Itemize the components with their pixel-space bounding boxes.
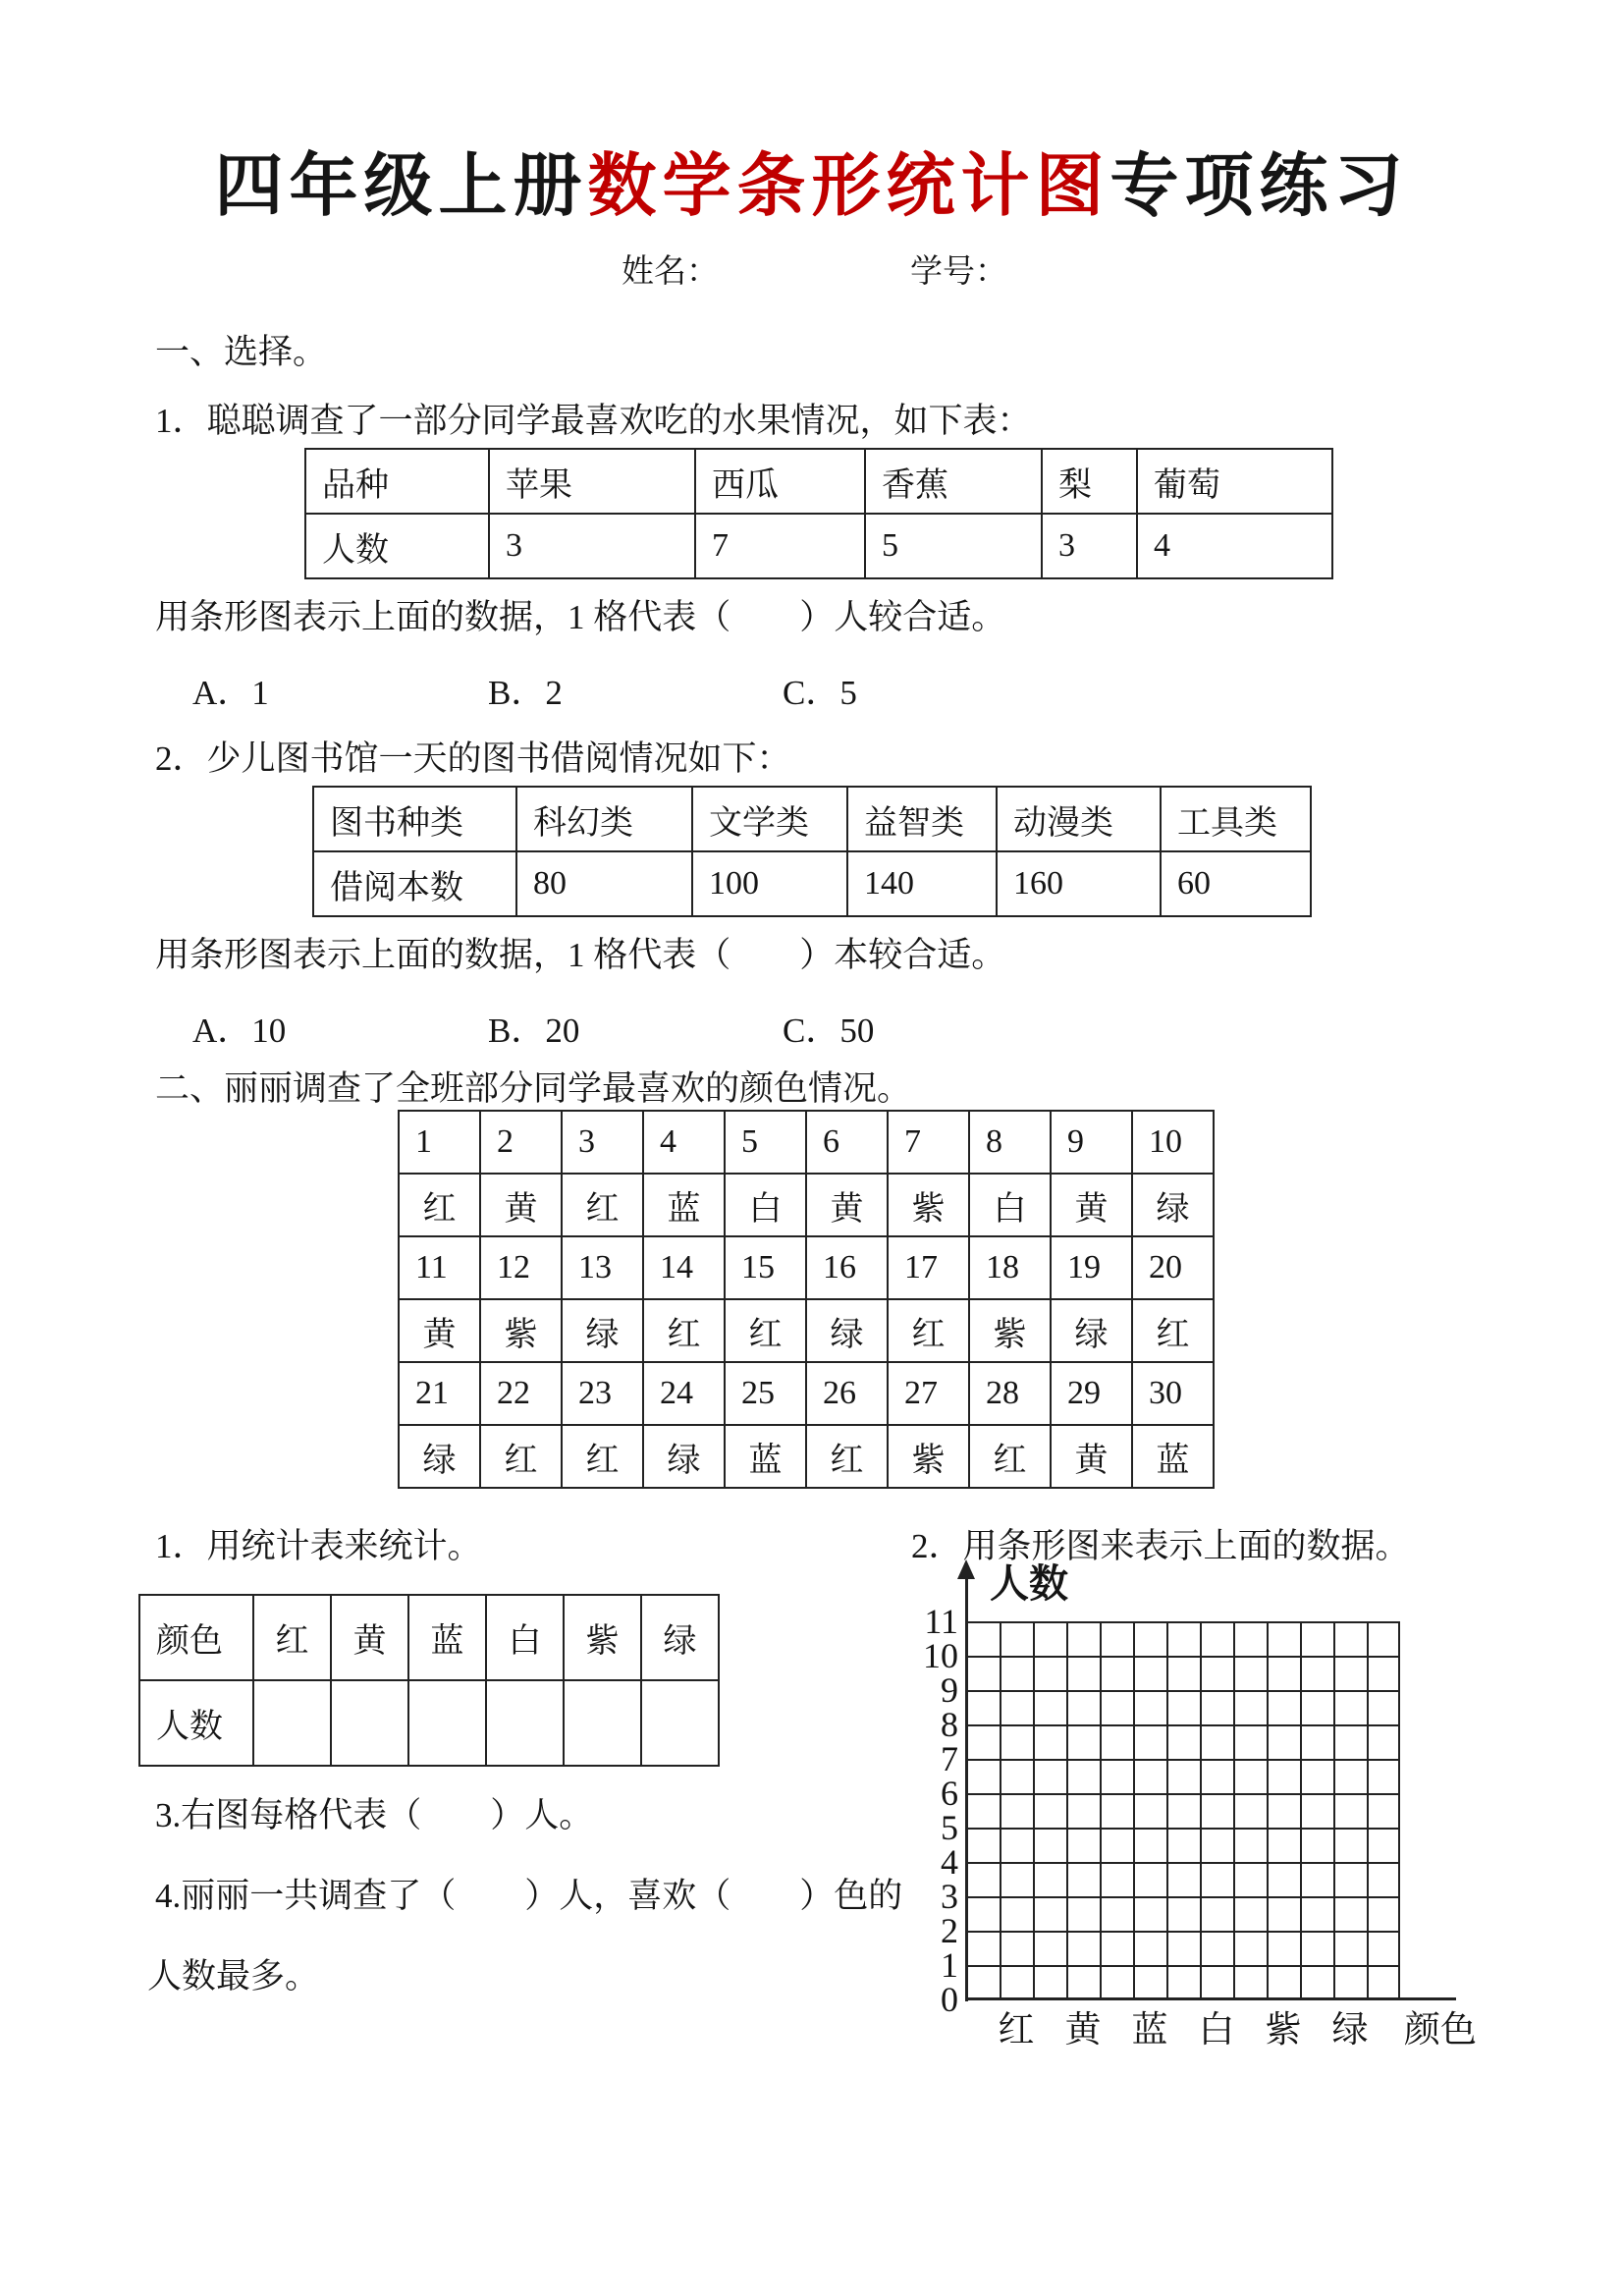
survey-number-cell: 30 [1132, 1362, 1214, 1425]
survey-color-cell: 绿 [1132, 1174, 1214, 1236]
survey-color-cell: 绿 [399, 1425, 480, 1488]
survey-color-cell: 红 [643, 1299, 725, 1362]
survey-number-cell: 16 [806, 1236, 888, 1299]
table-row [399, 1236, 1214, 1299]
grid-vline [1267, 1623, 1269, 1997]
grid-hline [968, 1965, 1398, 1967]
survey-number-cell: 12 [480, 1236, 562, 1299]
grid-vline [1066, 1623, 1068, 1997]
survey-table [398, 1110, 1215, 1489]
y-tick-label: 6 [941, 1774, 958, 1813]
grid-vline [1000, 1623, 1001, 1997]
table-row [399, 1425, 1214, 1488]
survey-number-cell: 21 [399, 1362, 480, 1425]
y-tick-label: 7 [941, 1739, 958, 1778]
x-axis-label: 颜色 [1404, 2010, 1477, 2050]
grid-vline [1100, 1623, 1102, 1997]
survey-number-cell: 8 [969, 1111, 1051, 1174]
survey-number-cell: 27 [888, 1362, 969, 1425]
fruit-table-cell: 品种 [305, 449, 489, 514]
stats-table [138, 1594, 720, 1767]
stats-color-header-cell: 黄 [331, 1595, 408, 1680]
survey-color-cell: 黄 [1051, 1425, 1132, 1488]
stats-color-header-cell: 紫 [564, 1595, 641, 1680]
grid-vline [1233, 1623, 1235, 1997]
y-tick-label: 0 [941, 1980, 958, 2019]
survey-number-cell: 5 [725, 1111, 806, 1174]
survey-number-cell: 26 [806, 1362, 888, 1425]
fruit-table-cell: 苹果 [489, 449, 695, 514]
survey-table-container [398, 1110, 1215, 1489]
survey-number-cell: 25 [725, 1362, 806, 1425]
title-left: 四年级上册 [214, 146, 588, 224]
section-one-heading: 一、选择。 [155, 333, 328, 371]
stats-color-header-cell: 绿 [641, 1595, 719, 1680]
library-table-cell: 图书种类 [313, 787, 516, 851]
x-category-label: 红 [998, 2010, 1035, 2050]
survey-number-cell: 10 [1132, 1111, 1214, 1174]
stats-empty-cell[interactable] [564, 1680, 641, 1766]
table-row [313, 851, 1311, 916]
stats-label-cell: 颜色 [139, 1595, 253, 1680]
library-table-cell: 100 [692, 851, 847, 916]
x-category-label: 绿 [1331, 2010, 1369, 2050]
grid-hline [968, 1862, 1398, 1864]
survey-color-cell: 红 [1132, 1299, 1214, 1362]
survey-number-cell: 13 [562, 1236, 643, 1299]
survey-number-cell: 18 [969, 1236, 1051, 1299]
library-table-cell: 借阅本数 [313, 851, 516, 916]
y-tick-label: 9 [941, 1670, 958, 1710]
y-tick-label: 10 [923, 1636, 958, 1675]
title-accent: 数学条形统计图 [587, 146, 1110, 224]
q1-option-c: C．5 [783, 674, 857, 712]
grid-hline [968, 1759, 1398, 1761]
x-category-label: 黄 [1064, 2010, 1102, 2050]
survey-color-cell: 红 [399, 1174, 480, 1236]
grid-hline [968, 1656, 1398, 1658]
x-category-label: 紫 [1265, 2010, 1302, 2050]
survey-number-cell: 6 [806, 1111, 888, 1174]
fruit-table-cell: 4 [1137, 514, 1332, 578]
y-tick-label: 3 [941, 1877, 958, 1916]
survey-color-cell: 绿 [562, 1299, 643, 1362]
fruit-table-cell: 7 [695, 514, 865, 578]
stats-empty-cell[interactable] [486, 1680, 564, 1766]
library-table-cell: 益智类 [847, 787, 997, 851]
survey-color-cell: 黄 [1051, 1174, 1132, 1236]
table-row [139, 1595, 719, 1680]
library-table-cell: 科幻类 [516, 787, 692, 851]
survey-number-cell: 1 [399, 1111, 480, 1174]
y-axis-label: 人数 [990, 1562, 1068, 1606]
fruit-table-cell: 3 [489, 514, 695, 578]
survey-number-cell: 19 [1051, 1236, 1132, 1299]
survey-color-cell: 紫 [888, 1425, 969, 1488]
y-tick-label: 2 [941, 1911, 958, 1950]
survey-number-cell: 24 [643, 1362, 725, 1425]
y-tick-label: 11 [924, 1602, 958, 1641]
grid-hline [968, 1828, 1398, 1830]
library-table-cell: 80 [516, 851, 692, 916]
survey-number-cell: 17 [888, 1236, 969, 1299]
survey-color-cell: 红 [806, 1425, 888, 1488]
survey-color-cell: 蓝 [1132, 1425, 1214, 1488]
library-table-cell: 动漫类 [997, 787, 1161, 851]
page-title [0, 144, 1623, 227]
survey-number-cell: 28 [969, 1362, 1051, 1425]
grid-hline [968, 1931, 1398, 1933]
table-row [305, 514, 1332, 578]
bar-chart-area [884, 1552, 1512, 2121]
survey-number-cell: 29 [1051, 1362, 1132, 1425]
x-category-label: 蓝 [1131, 2010, 1168, 2050]
table-row [139, 1680, 719, 1766]
q2-option-b: B．20 [488, 1011, 580, 1050]
grid-hline [968, 1896, 1398, 1898]
survey-color-cell: 绿 [1051, 1299, 1132, 1362]
survey-number-cell: 22 [480, 1362, 562, 1425]
survey-number-cell: 4 [643, 1111, 725, 1174]
survey-color-cell: 紫 [888, 1174, 969, 1236]
grid-hline [968, 1724, 1398, 1726]
stats-label-cell: 人数 [139, 1680, 253, 1766]
q1-option-a: A．1 [192, 674, 269, 712]
y-tick-label: 1 [941, 1945, 958, 1985]
survey-color-cell: 蓝 [643, 1174, 725, 1236]
grid-vline [1133, 1623, 1135, 1997]
table-row [399, 1299, 1214, 1362]
stats-empty-cell[interactable] [408, 1680, 486, 1766]
fruit-table [304, 448, 1333, 579]
q4-text: 4.丽丽一共调查了（ ）人，喜欢（ ）色的 [155, 1877, 903, 1915]
stats-color-header-cell: 红 [253, 1595, 331, 1680]
q4-text-cont: 人数最多。 [147, 1957, 320, 1995]
grid-hline [968, 1793, 1398, 1795]
survey-color-cell: 绿 [806, 1299, 888, 1362]
survey-color-cell: 白 [725, 1174, 806, 1236]
y-tick-label: 8 [941, 1705, 958, 1744]
fruit-table-cell: 葡萄 [1137, 449, 1332, 514]
stats-empty-cell[interactable] [253, 1680, 331, 1766]
stats-color-header-cell: 白 [486, 1595, 564, 1680]
table-row [399, 1111, 1214, 1174]
library-table-cell: 60 [1161, 851, 1311, 916]
survey-color-cell: 红 [562, 1174, 643, 1236]
x-axis-line [965, 1997, 1456, 2000]
survey-number-cell: 14 [643, 1236, 725, 1299]
bar-chart-grid[interactable] [966, 1621, 1400, 1999]
fruit-table-container [304, 448, 1333, 579]
survey-color-cell: 红 [562, 1425, 643, 1488]
library-table-cell: 文学类 [692, 787, 847, 851]
grid-vline [1200, 1623, 1202, 1997]
chart-caption: 2．用条形图来表示上面的数据。 [911, 1527, 1410, 1565]
y-tick-label: 5 [941, 1808, 958, 1847]
survey-number-cell: 2 [480, 1111, 562, 1174]
survey-number-cell: 3 [562, 1111, 643, 1174]
q2-option-a: A．10 [192, 1011, 287, 1050]
survey-color-cell: 黄 [480, 1174, 562, 1236]
library-table-cell: 160 [997, 851, 1161, 916]
table-row [399, 1362, 1214, 1425]
stats-empty-cell[interactable] [331, 1680, 408, 1766]
q1-followup: 用条形图表示上面的数据，1 格代表（ ）人较合适。 [155, 598, 1006, 636]
grid-vline [1033, 1623, 1035, 1997]
survey-number-cell: 20 [1132, 1236, 1214, 1299]
stats-color-header-cell: 蓝 [408, 1595, 486, 1680]
table-row [305, 449, 1332, 514]
survey-number-cell: 23 [562, 1362, 643, 1425]
grid-vline [1367, 1623, 1369, 1997]
survey-color-cell: 蓝 [725, 1425, 806, 1488]
survey-number-cell: 9 [1051, 1111, 1132, 1174]
grid-vline [1333, 1623, 1335, 1997]
survey-number-cell: 7 [888, 1111, 969, 1174]
q2-followup: 用条形图表示上面的数据，1 格代表（ ）本较合适。 [155, 936, 1006, 974]
survey-color-cell: 红 [480, 1425, 562, 1488]
q1-prompt: 1．聪聪调查了一部分同学最喜欢吃的水果情况，如下表： [155, 402, 1032, 440]
title-right: 专项练习 [1109, 146, 1409, 224]
table-row [399, 1174, 1214, 1236]
student-id-label: 学号： [910, 254, 1007, 290]
grid-hline [968, 1690, 1398, 1692]
q2-prompt: 2．少儿图书馆一天的图书借阅情况如下： [155, 739, 791, 778]
library-table [312, 786, 1312, 917]
y-tick-label: 4 [941, 1842, 958, 1882]
fruit-table-cell: 5 [865, 514, 1042, 578]
x-category-label: 白 [1198, 2010, 1235, 2050]
stats-empty-cell[interactable] [641, 1680, 719, 1766]
library-table-cell: 140 [847, 851, 997, 916]
stats-caption: 1．用统计表来统计。 [155, 1527, 482, 1565]
grid-vline [1166, 1623, 1168, 1997]
library-table-cell: 工具类 [1161, 787, 1311, 851]
fruit-table-cell: 香蕉 [865, 449, 1042, 514]
grid-vline [1300, 1623, 1302, 1997]
survey-color-cell: 黄 [806, 1174, 888, 1236]
survey-color-cell: 红 [888, 1299, 969, 1362]
q1-option-b: B．2 [488, 674, 563, 712]
survey-color-cell: 红 [725, 1299, 806, 1362]
survey-color-cell: 绿 [643, 1425, 725, 1488]
survey-color-cell: 黄 [399, 1299, 480, 1362]
fruit-table-cell: 人数 [305, 514, 489, 578]
table-row [313, 787, 1311, 851]
fruit-table-cell: 西瓜 [695, 449, 865, 514]
survey-color-cell: 紫 [480, 1299, 562, 1362]
survey-color-cell: 白 [969, 1174, 1051, 1236]
stats-table-container [138, 1594, 720, 1767]
name-label: 姓名： [622, 254, 719, 290]
survey-number-cell: 15 [725, 1236, 806, 1299]
q3-text: 3.右图每格代表（ ）人。 [155, 1796, 594, 1834]
survey-color-cell: 红 [969, 1425, 1051, 1488]
survey-number-cell: 11 [399, 1236, 480, 1299]
fruit-table-cell: 3 [1042, 514, 1137, 578]
section-two-heading: 二、丽丽调查了全班部分同学最喜欢的颜色情况。 [155, 1069, 912, 1108]
library-table-container [312, 786, 1312, 917]
survey-color-cell: 紫 [969, 1299, 1051, 1362]
y-axis-arrow-icon [957, 1559, 975, 1579]
fruit-table-cell: 梨 [1042, 449, 1137, 514]
q2-option-c: C．50 [783, 1011, 875, 1050]
